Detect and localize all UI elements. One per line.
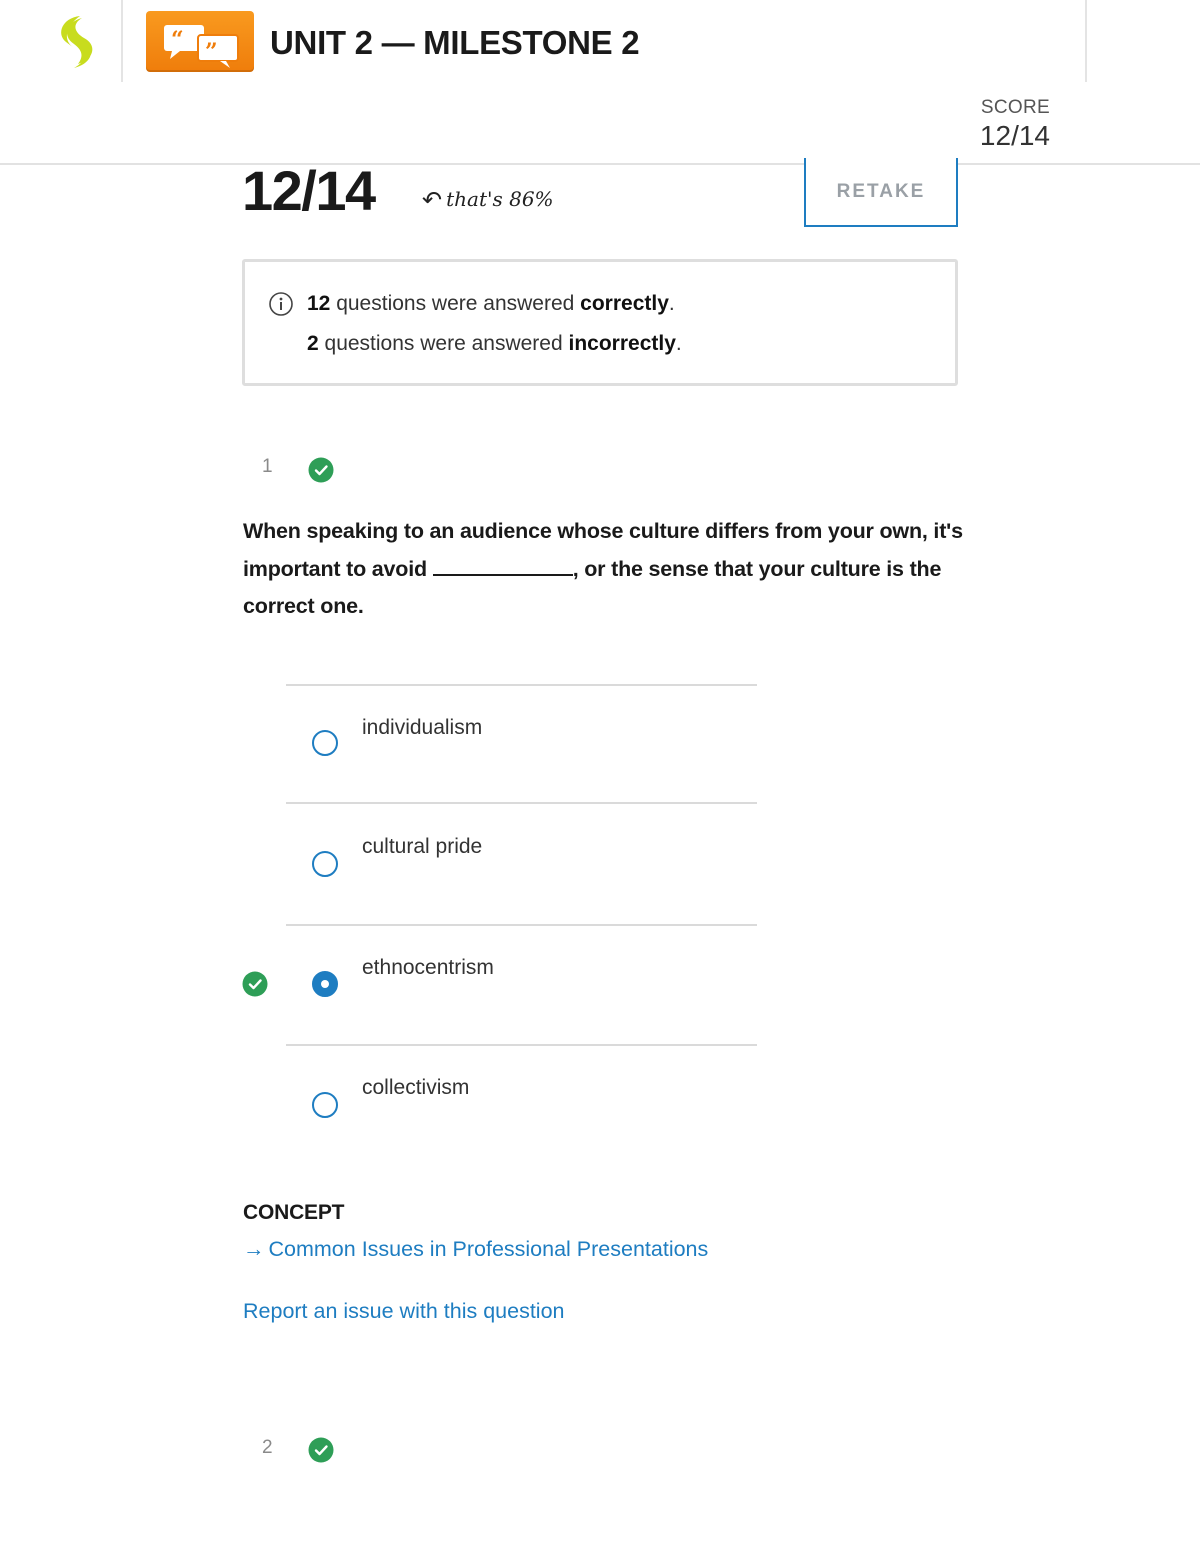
sophia-logo-icon[interactable] xyxy=(52,12,102,72)
speech-bubbles-icon xyxy=(146,11,254,72)
option-divider xyxy=(286,1044,757,1046)
header-divider-right xyxy=(1085,0,1087,82)
option-divider xyxy=(286,802,757,804)
question-text xyxy=(243,513,963,626)
question-text-before: When speaking to an audience whose culture differs from your own, it's important to avoid xyxy=(243,519,963,581)
correct-text: questions were answered xyxy=(330,292,581,315)
score-label: SCORE xyxy=(980,97,1050,118)
retake-button[interactable]: RETAKE xyxy=(804,158,958,227)
question-blank xyxy=(433,556,573,576)
page-title: UNIT 2 — MILESTONE 2 xyxy=(270,24,640,61)
option-radio-cultural-pride[interactable] xyxy=(312,851,338,877)
results-info-box xyxy=(242,259,958,386)
correct-summary xyxy=(307,292,675,316)
option-radio-collectivism[interactable] xyxy=(312,1092,338,1118)
question-number: 2 xyxy=(262,1437,273,1458)
arrow-right-icon: → xyxy=(243,1237,265,1261)
incorrect-word: incorrectly xyxy=(568,332,676,355)
top-bar xyxy=(0,0,1200,165)
question-number: 1 xyxy=(262,456,273,477)
concept-label: CONCEPT xyxy=(243,1201,345,1224)
info-icon xyxy=(268,291,294,317)
option-label-collectivism[interactable]: collectivism xyxy=(362,1076,470,1099)
option-label-ethnocentrism[interactable]: ethnocentrism xyxy=(362,956,494,979)
svg-text:”: ” xyxy=(205,39,218,65)
header-divider-left xyxy=(121,0,123,82)
question-text-after: , or the sense that your culture is the correct one. xyxy=(243,556,942,618)
correct-period: . xyxy=(668,292,675,315)
score-value: 12/14 xyxy=(979,120,1050,151)
curved-arrow-icon: ↶ xyxy=(422,186,443,214)
correct-count: 12 xyxy=(307,292,331,315)
option-radio-ethnocentrism[interactable] xyxy=(312,971,338,997)
percentage-note xyxy=(422,186,554,214)
big-score: 12/14 xyxy=(242,159,375,222)
incorrect-count: 2 xyxy=(307,332,319,355)
option-divider xyxy=(286,924,757,926)
option-radio-individualism[interactable] xyxy=(312,730,338,756)
correct-word: correctly xyxy=(580,292,669,315)
concept-link-text: Common Issues in Professional Presentations xyxy=(268,1237,709,1261)
correct-answer-check-icon xyxy=(242,971,268,997)
option-label-individualism[interactable]: individualism xyxy=(362,716,483,739)
correct-check-icon xyxy=(308,1437,334,1463)
svg-text:“: “ xyxy=(171,27,184,53)
report-issue-link[interactable]: Report an issue with this question xyxy=(243,1299,565,1323)
correct-check-icon xyxy=(308,457,334,483)
percentage-text: that's 86% xyxy=(446,187,554,211)
option-label-cultural-pride[interactable]: cultural pride xyxy=(362,835,483,858)
incorrect-text: questions were answered xyxy=(318,332,569,355)
incorrect-summary xyxy=(307,332,682,356)
option-divider xyxy=(286,684,757,686)
incorrect-period: . xyxy=(675,332,682,355)
concept-link[interactable] xyxy=(243,1237,708,1262)
